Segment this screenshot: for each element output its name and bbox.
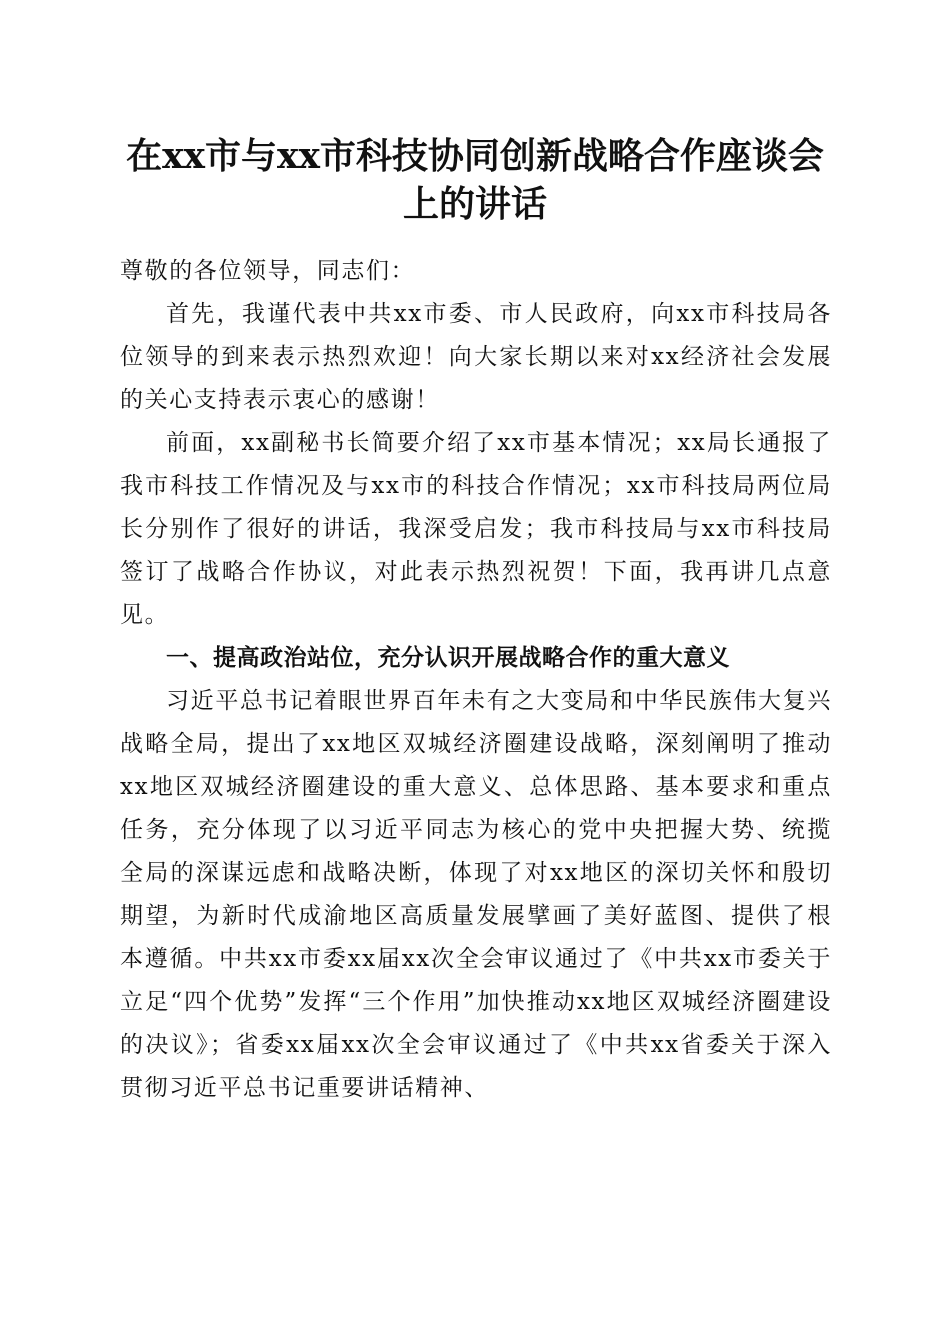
section-heading: 一、提高政治站位，充分认识开展战略合作的重大意义 bbox=[166, 645, 730, 671]
paragraph-welcome: 首先，我谨代表中共xx市委、市人民政府，向xx市科技局各位领导的到来表示热烈欢迎！向大家长期以来对xx经济社会发展的关心支持表示衷心的感谢！ bbox=[120, 301, 832, 413]
document-body bbox=[120, 250, 832, 1110]
section-paragraph: 习近平总书记着眼世界百年未有之大变局和中华民族伟大复兴战略全局，提出了xx地区双城经济圈建设战略，深刻阐明了推动xx地区双城经济圈建设的重大意义、总体思路、基本要求和重点任务，充分体现了以习近平同志为核心的党中央把握大势、统揽全局的深谋远虑和战略决断，体现了对xx地区的深切关怀和殷切期望，为新时代成渝地区高质量发展擘画了美好蓝图、提供了根本遵循。中共xx市委xx届xx次全会审议通过了《中共xx市委关于立足“四个优势”发挥“三个作用”加快推动xx地区双城经济圈建设的决议》；省委xx届xx次全会审议通过了《中共xx省委关于深入贯彻习近平总书记重要讲话精神、 bbox=[120, 688, 832, 1101]
paragraph-introduction: 前面，xx副秘书长简要介绍了xx市基本情况；xx局长通报了我市科技工作情况及与xx市的科技合作情况；xx市科技局两位局长分别作了很好的讲话，我深受启发；我市科技局与xx市科技局签订了战略合作协议，对此表示热烈祝贺！下面，我再讲几点意见。 bbox=[120, 430, 832, 628]
salutation: 尊敬的各位领导，同志们： bbox=[120, 258, 416, 284]
document-title: 在xx市与xx市科技协同创新战略合作座谈会上的讲话 bbox=[126, 135, 824, 225]
